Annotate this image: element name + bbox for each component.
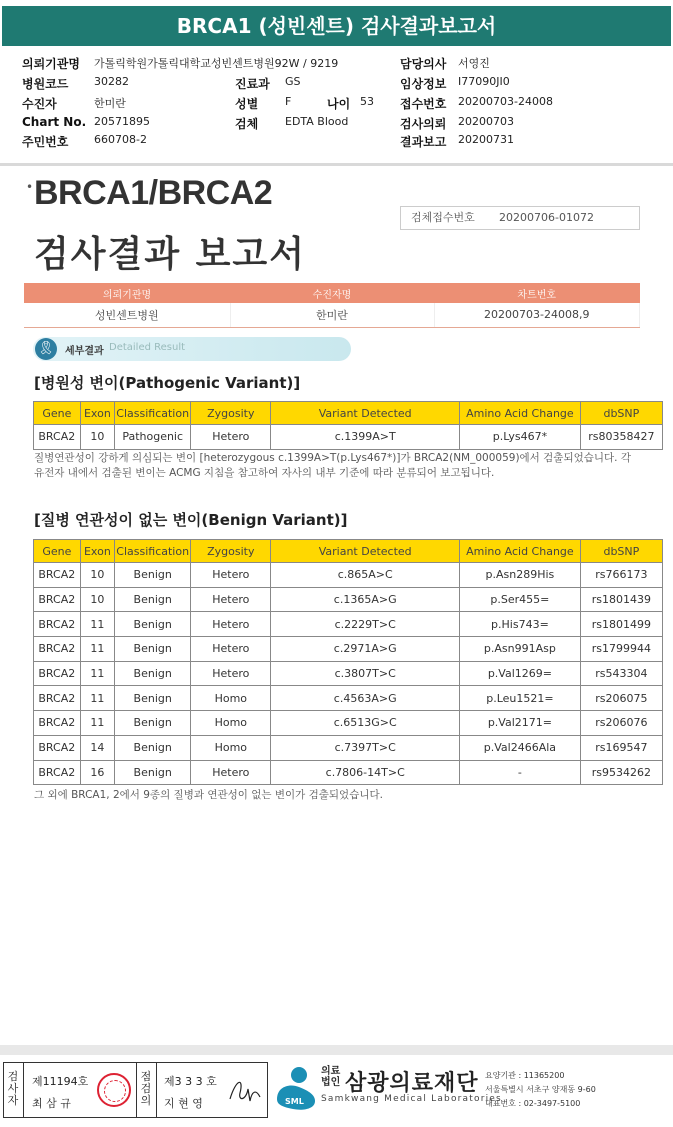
column-header: Classification xyxy=(115,540,191,563)
org-name-en: Samkwang Medical Laboratories xyxy=(321,1094,502,1104)
table-cell: c.7806-14T>C xyxy=(271,760,460,785)
summary-header: 차트번호 xyxy=(434,283,640,303)
recipient-label: 수진자 xyxy=(22,97,57,111)
table-cell: 11 xyxy=(80,612,114,637)
table-cell: rs169547 xyxy=(580,735,662,760)
detail-label: 세부결과 xyxy=(65,346,104,357)
sml-logo-icon xyxy=(275,1065,317,1111)
table-row xyxy=(34,587,663,612)
signature xyxy=(226,1071,264,1109)
department-label: 진료과 xyxy=(235,77,270,91)
result-report-label: 결과보고 xyxy=(400,135,447,149)
table-cell: p.Val2466Ala xyxy=(460,735,581,760)
table-row xyxy=(34,661,663,686)
org-prefix: 의료 법인 xyxy=(321,1066,341,1088)
table-cell: Benign xyxy=(115,711,191,736)
table-cell: Pathogenic xyxy=(115,425,191,450)
benign-table xyxy=(33,539,663,785)
divider xyxy=(0,163,673,166)
sml-logo-text: SML xyxy=(285,1097,304,1106)
table-cell: 11 xyxy=(80,637,114,662)
table-cell: Benign xyxy=(115,563,191,588)
table-cell: BRCA2 xyxy=(34,686,81,711)
pathogenic-note-line: 질병연관성이 강하게 의심되는 변이 [heterozygous c.1399A>T(p.Lys467*)]가 BRCA2(NM_000059)에서 검출되었습니다. 각 xyxy=(34,452,631,464)
table-cell: 10 xyxy=(80,425,114,450)
specimen-receipt-label: 검체접수번호 xyxy=(411,211,475,224)
table-cell: p.Asn991Asp xyxy=(460,637,581,662)
phone: 대표번호 : 02-3497-5100 xyxy=(485,1099,581,1108)
examiner-name: 최 삼 규 xyxy=(32,1097,71,1110)
pathogenic-heading: [병원성 변이(Pathogenic Variant)] xyxy=(34,374,301,392)
table-row xyxy=(34,686,663,711)
table-cell: p.His743= xyxy=(460,612,581,637)
age-label: 나이 xyxy=(327,97,351,111)
table-cell: p.Val2171= xyxy=(460,711,581,736)
specimen-value: EDTA Blood xyxy=(285,115,349,128)
table-cell: 10 xyxy=(80,587,114,612)
table-cell: c.3807T>C xyxy=(271,661,460,686)
reviewer-license: 제3 3 3 호 xyxy=(164,1075,217,1088)
resident-no-value: 660708-2 xyxy=(94,133,147,146)
report-heading: 검사결과 보고서 xyxy=(34,234,306,275)
table-cell: Benign xyxy=(115,661,191,686)
table-cell: BRCA2 xyxy=(34,587,81,612)
table-cell: p.Leu1521= xyxy=(460,686,581,711)
table-cell: rs9534262 xyxy=(580,760,662,785)
chart-no-value: 20571895 xyxy=(94,115,150,128)
table-cell: c.4563A>G xyxy=(271,686,460,711)
org-name: 삼광의료재단 xyxy=(345,1071,479,1096)
table-cell: Hetero xyxy=(191,587,271,612)
physician-label: 담당의사 xyxy=(400,57,447,71)
reviewer-label: 점검의 xyxy=(140,1070,152,1107)
table-cell: BRCA2 xyxy=(34,612,81,637)
table-cell: c.2229T>C xyxy=(271,612,460,637)
summary-table xyxy=(24,283,640,328)
clinical-info-value: I77090JI0 xyxy=(458,75,510,88)
specimen-label: 검체 xyxy=(235,117,259,131)
column-header: Amino Acid Change xyxy=(460,540,581,563)
table-cell: 11 xyxy=(80,661,114,686)
chart-no-label: Chart No. xyxy=(22,115,87,129)
table-cell: 14 xyxy=(80,735,114,760)
table-cell: p.Lys467* xyxy=(460,425,581,450)
age-value: 53 xyxy=(360,95,374,108)
reviewer-name: 지 현 영 xyxy=(164,1097,203,1110)
table-row xyxy=(34,735,663,760)
table-cell: BRCA2 xyxy=(34,661,81,686)
column-header: Gene xyxy=(34,540,81,563)
test-request-label: 검사의뢰 xyxy=(400,117,447,131)
table-cell: c.865A>C xyxy=(271,563,460,588)
table-cell: Homo xyxy=(191,735,271,760)
table-cell: rs206075 xyxy=(580,686,662,711)
pathogenic-note-line: 유전자 내에서 검출된 변이는 ACMG 지침을 참고하여 자사의 내부 기준에 따라 분류되어 보고됩니다. xyxy=(34,467,495,479)
table-cell: c.7397T>C xyxy=(271,735,460,760)
table-cell: Hetero xyxy=(191,563,271,588)
table-cell: BRCA2 xyxy=(34,735,81,760)
test-request-value: 20200703 xyxy=(458,115,514,128)
table-cell: p.Ser455= xyxy=(460,587,581,612)
table-cell: rs543304 xyxy=(580,661,662,686)
table-cell: 11 xyxy=(80,686,114,711)
table-cell: rs1801499 xyxy=(580,612,662,637)
table-row xyxy=(34,425,663,450)
column-header: dbSNP xyxy=(580,540,662,563)
table-cell: Benign xyxy=(115,637,191,662)
report-title-bar: BRCA1 (성빈센트) 검사결과보고서 xyxy=(2,6,671,46)
examiner-license: 제11194호 xyxy=(32,1075,89,1088)
summary-header: 수진자명 xyxy=(230,283,434,303)
benign-note: 그 외에 BRCA1, 2에서 9종의 질병과 연관성이 없는 변이가 검출되었습니다. xyxy=(34,789,383,801)
column-header: dbSNP xyxy=(580,402,662,425)
detail-label-en: Detailed Result xyxy=(109,342,186,353)
table-cell: Homo xyxy=(191,686,271,711)
column-header: Exon xyxy=(80,540,114,563)
table-cell: 10 xyxy=(80,563,114,588)
column-header: Zygosity xyxy=(191,540,271,563)
table-cell: rs80358427 xyxy=(580,425,662,450)
table-cell: BRCA2 xyxy=(34,425,81,450)
table-cell: rs1799944 xyxy=(580,637,662,662)
table-cell: Hetero xyxy=(191,760,271,785)
table-cell: Benign xyxy=(115,686,191,711)
hospital-code-label: 병원코드 xyxy=(22,77,69,91)
signature-box xyxy=(3,1062,268,1118)
resident-no-label: 주민번호 xyxy=(22,135,69,149)
table-cell: c.1365A>G xyxy=(271,587,460,612)
receipt-no-value: 20200703-24008 xyxy=(458,95,553,108)
table-cell: Hetero xyxy=(191,425,271,450)
physician-value: 서영진 xyxy=(458,57,490,70)
table-cell: c.1399A>T xyxy=(271,425,460,450)
summary-header: 의뢰기관명 xyxy=(24,283,230,303)
column-header: Amino Acid Change xyxy=(460,402,581,425)
institution-value: 가톨릭학원가톨릭대학교성빈센트병원92W / 9219 xyxy=(94,57,339,70)
table-cell: Benign xyxy=(115,587,191,612)
pathogenic-table xyxy=(33,401,663,450)
pathogenic-note xyxy=(34,451,631,481)
table-cell: p.Asn289His xyxy=(460,563,581,588)
column-header: Gene xyxy=(34,402,81,425)
table-row xyxy=(34,563,663,588)
column-header: Variant Detected xyxy=(271,402,460,425)
table-cell: 11 xyxy=(80,711,114,736)
seal-stamp xyxy=(97,1073,131,1107)
table-cell: BRCA2 xyxy=(34,760,81,785)
table-cell: - xyxy=(460,760,581,785)
clinical-info-label: 임상정보 xyxy=(400,77,447,91)
table-row xyxy=(34,637,663,662)
specimen-receipt-box xyxy=(400,206,640,230)
table-cell: p.Val1269= xyxy=(460,661,581,686)
table-cell: c.6513G>C xyxy=(271,711,460,736)
table-cell: BRCA2 xyxy=(34,711,81,736)
table-row xyxy=(34,612,663,637)
hospital-code-value: 30282 xyxy=(94,75,129,88)
bullet-icon: • xyxy=(26,180,34,194)
institution-label: 의뢰기관명 xyxy=(22,57,80,71)
column-header: Exon xyxy=(80,402,114,425)
table-cell: Homo xyxy=(191,711,271,736)
table-cell: Hetero xyxy=(191,637,271,662)
table-cell: BRCA2 xyxy=(34,563,81,588)
summary-cell: 한미란 xyxy=(230,303,434,327)
column-header: Zygosity xyxy=(191,402,271,425)
table-cell: BRCA2 xyxy=(34,637,81,662)
care-institution: 요양기관 : 11365200 xyxy=(485,1071,565,1080)
footer-divider xyxy=(0,1045,673,1055)
summary-cell: 20200703-24008,9 xyxy=(434,303,640,327)
summary-cell: 성빈센트병원 xyxy=(24,303,230,327)
examiner-label: 검사자 xyxy=(7,1070,19,1107)
receipt-no-label: 접수번호 xyxy=(400,97,447,111)
ribbon-icon: 🎗 xyxy=(35,338,57,360)
table-cell: Benign xyxy=(115,760,191,785)
department-value: GS xyxy=(285,75,301,88)
column-header: Variant Detected xyxy=(271,540,460,563)
recipient-value: 한미란 xyxy=(94,97,126,110)
report-heading-genes: BRCA1/BRCA2 xyxy=(34,174,273,212)
specimen-receipt-value: 20200706-01072 xyxy=(499,211,594,224)
table-row xyxy=(34,760,663,785)
table-cell: Hetero xyxy=(191,661,271,686)
table-cell: Benign xyxy=(115,735,191,760)
table-cell: 16 xyxy=(80,760,114,785)
sex-value: F xyxy=(285,95,292,108)
table-row xyxy=(34,711,663,736)
table-cell: Benign xyxy=(115,612,191,637)
benign-heading: [질병 연관성이 없는 변이(Benign Variant)] xyxy=(34,511,348,529)
table-cell: rs766173 xyxy=(580,563,662,588)
column-header: Classification xyxy=(115,402,191,425)
table-cell: c.2971A>G xyxy=(271,637,460,662)
sex-label: 성별 xyxy=(235,97,259,111)
detail-result-banner xyxy=(33,337,351,361)
table-cell: Hetero xyxy=(191,612,271,637)
address: 서울특별시 서초구 양재동 9-60 xyxy=(485,1085,596,1094)
result-report-value: 20200731 xyxy=(458,133,514,146)
table-cell: rs206076 xyxy=(580,711,662,736)
table-cell: rs1801439 xyxy=(580,587,662,612)
